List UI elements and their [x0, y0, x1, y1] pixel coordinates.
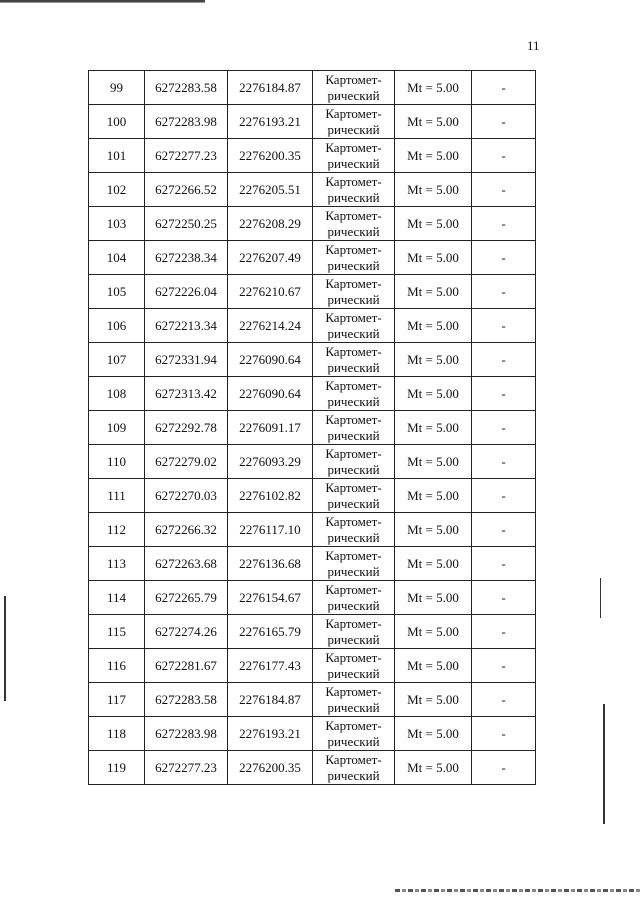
- x-coordinate-cell: 6272250.25: [145, 207, 228, 241]
- y-coordinate-cell: 2276208.29: [228, 207, 313, 241]
- accuracy-cell: Mt = 5.00: [395, 547, 472, 581]
- accuracy-cell: Mt = 5.00: [395, 105, 472, 139]
- note-cell: -: [472, 173, 536, 207]
- method-cell: [313, 105, 395, 139]
- note-cell: -: [472, 581, 536, 615]
- scan-artifact-top: [0, 0, 205, 5]
- table-row: [89, 411, 536, 445]
- method-line-2: рический: [327, 597, 380, 613]
- method-line-1: Картомет-: [325, 547, 382, 563]
- accuracy-cell: Mt = 5.00: [395, 513, 472, 547]
- accuracy-cell: Mt = 5.00: [395, 173, 472, 207]
- note-cell: -: [472, 377, 536, 411]
- table-row: [89, 479, 536, 513]
- note-cell: -: [472, 309, 536, 343]
- method-line-1: Картомет-: [325, 207, 382, 223]
- x-coordinate-cell: 6272283.98: [145, 717, 228, 751]
- point-number-cell: 112: [89, 513, 145, 547]
- method-line-1: Картомет-: [325, 377, 382, 393]
- y-coordinate-cell: 2276117.10: [228, 513, 313, 547]
- method-cell: [313, 377, 395, 411]
- method-line-2: рический: [327, 461, 380, 477]
- method-line-2: рический: [327, 495, 380, 511]
- y-coordinate-cell: 2276091.17: [228, 411, 313, 445]
- y-coordinate-cell: 2276200.35: [228, 751, 313, 785]
- method-line-2: рический: [327, 291, 380, 307]
- y-coordinate-cell: 2276214.24: [228, 309, 313, 343]
- note-cell: -: [472, 479, 536, 513]
- note-cell: -: [472, 513, 536, 547]
- accuracy-cell: Mt = 5.00: [395, 683, 472, 717]
- table-row: [89, 309, 536, 343]
- scan-artifact-bottom: [395, 889, 640, 892]
- scan-margin-mark-right-lower: [603, 704, 605, 824]
- method-line-1: Картомет-: [325, 513, 382, 529]
- y-coordinate-cell: 2276090.64: [228, 343, 313, 377]
- point-number-cell: 100: [89, 105, 145, 139]
- note-cell: -: [472, 751, 536, 785]
- x-coordinate-cell: 6272277.23: [145, 751, 228, 785]
- method-cell: [313, 547, 395, 581]
- table-row: [89, 207, 536, 241]
- accuracy-cell: Mt = 5.00: [395, 241, 472, 275]
- coordinates-table-body: [89, 71, 536, 785]
- note-cell: -: [472, 139, 536, 173]
- table-row: [89, 547, 536, 581]
- method-cell: [313, 411, 395, 445]
- table-row: [89, 649, 536, 683]
- method-line-1: Картомет-: [325, 649, 382, 665]
- table-row: [89, 139, 536, 173]
- x-coordinate-cell: 6272266.32: [145, 513, 228, 547]
- y-coordinate-cell: 2276184.87: [228, 71, 313, 105]
- y-coordinate-cell: 2276136.68: [228, 547, 313, 581]
- y-coordinate-cell: 2276102.82: [228, 479, 313, 513]
- method-cell: [313, 751, 395, 785]
- note-cell: -: [472, 445, 536, 479]
- y-coordinate-cell: 2276193.21: [228, 717, 313, 751]
- method-line-1: Картомет-: [325, 71, 382, 87]
- point-number-cell: 108: [89, 377, 145, 411]
- point-number-cell: 119: [89, 751, 145, 785]
- point-number-cell: 105: [89, 275, 145, 309]
- table-row: [89, 241, 536, 275]
- method-line-2: рический: [327, 393, 380, 409]
- note-cell: -: [472, 615, 536, 649]
- method-line-2: рический: [327, 733, 380, 749]
- x-coordinate-cell: 6272274.26: [145, 615, 228, 649]
- accuracy-cell: Mt = 5.00: [395, 717, 472, 751]
- accuracy-cell: Mt = 5.00: [395, 377, 472, 411]
- method-line-1: Картомет-: [325, 139, 382, 155]
- y-coordinate-cell: 2276184.87: [228, 683, 313, 717]
- point-number-cell: 99: [89, 71, 145, 105]
- accuracy-cell: Mt = 5.00: [395, 309, 472, 343]
- point-number-cell: 102: [89, 173, 145, 207]
- note-cell: -: [472, 411, 536, 445]
- method-line-2: рический: [327, 767, 380, 783]
- x-coordinate-cell: 6272270.03: [145, 479, 228, 513]
- point-number-cell: 116: [89, 649, 145, 683]
- accuracy-cell: Mt = 5.00: [395, 581, 472, 615]
- x-coordinate-cell: 6272266.52: [145, 173, 228, 207]
- method-line-1: Картомет-: [325, 717, 382, 733]
- accuracy-cell: Mt = 5.00: [395, 411, 472, 445]
- method-cell: [313, 581, 395, 615]
- accuracy-cell: Mt = 5.00: [395, 207, 472, 241]
- x-coordinate-cell: 6272313.42: [145, 377, 228, 411]
- accuracy-cell: Mt = 5.00: [395, 479, 472, 513]
- coordinates-table: [88, 70, 536, 785]
- y-coordinate-cell: 2276210.67: [228, 275, 313, 309]
- method-cell: [313, 173, 395, 207]
- x-coordinate-cell: 6272226.04: [145, 275, 228, 309]
- table-row: [89, 377, 536, 411]
- method-cell: [313, 479, 395, 513]
- y-coordinate-cell: 2276193.21: [228, 105, 313, 139]
- accuracy-cell: Mt = 5.00: [395, 445, 472, 479]
- x-coordinate-cell: 6272265.79: [145, 581, 228, 615]
- note-cell: -: [472, 717, 536, 751]
- point-number-cell: 118: [89, 717, 145, 751]
- accuracy-cell: Mt = 5.00: [395, 139, 472, 173]
- table-row: [89, 343, 536, 377]
- x-coordinate-cell: 6272238.34: [145, 241, 228, 275]
- method-cell: [313, 207, 395, 241]
- method-cell: [313, 71, 395, 105]
- method-line-1: Картомет-: [325, 683, 382, 699]
- method-cell: [313, 309, 395, 343]
- accuracy-cell: Mt = 5.00: [395, 275, 472, 309]
- page-number: 11: [527, 38, 540, 53]
- method-line-1: Картомет-: [325, 343, 382, 359]
- method-cell: [313, 615, 395, 649]
- point-number-cell: 117: [89, 683, 145, 717]
- method-line-2: рический: [327, 631, 380, 647]
- point-number-cell: 107: [89, 343, 145, 377]
- x-coordinate-cell: 6272283.58: [145, 683, 228, 717]
- accuracy-cell: Mt = 5.00: [395, 71, 472, 105]
- point-number-cell: 110: [89, 445, 145, 479]
- note-cell: -: [472, 275, 536, 309]
- table-row: [89, 71, 536, 105]
- note-cell: -: [472, 547, 536, 581]
- x-coordinate-cell: 6272283.98: [145, 105, 228, 139]
- method-line-1: Картомет-: [325, 241, 382, 257]
- method-line-2: рический: [327, 563, 380, 579]
- method-line-1: Картомет-: [325, 173, 382, 189]
- accuracy-cell: Mt = 5.00: [395, 615, 472, 649]
- note-cell: -: [472, 241, 536, 275]
- y-coordinate-cell: 2276207.49: [228, 241, 313, 275]
- table-row: [89, 445, 536, 479]
- method-line-1: Картомет-: [325, 309, 382, 325]
- method-line-1: Картомет-: [325, 105, 382, 121]
- x-coordinate-cell: 6272213.34: [145, 309, 228, 343]
- table-row: [89, 275, 536, 309]
- x-coordinate-cell: 6272279.02: [145, 445, 228, 479]
- method-line-2: рический: [327, 699, 380, 715]
- note-cell: -: [472, 343, 536, 377]
- method-cell: [313, 241, 395, 275]
- point-number-cell: 103: [89, 207, 145, 241]
- accuracy-cell: Mt = 5.00: [395, 751, 472, 785]
- y-coordinate-cell: 2276200.35: [228, 139, 313, 173]
- point-number-cell: 106: [89, 309, 145, 343]
- point-number-cell: 104: [89, 241, 145, 275]
- point-number-cell: 113: [89, 547, 145, 581]
- method-cell: [313, 445, 395, 479]
- method-line-1: Картомет-: [325, 275, 382, 291]
- x-coordinate-cell: 6272281.67: [145, 649, 228, 683]
- x-coordinate-cell: 6272331.94: [145, 343, 228, 377]
- method-line-2: рический: [327, 257, 380, 273]
- method-line-2: рический: [327, 223, 380, 239]
- method-cell: [313, 717, 395, 751]
- point-number-cell: 111: [89, 479, 145, 513]
- accuracy-cell: Mt = 5.00: [395, 649, 472, 683]
- method-line-2: рический: [327, 427, 380, 443]
- method-cell: [313, 139, 395, 173]
- method-cell: [313, 683, 395, 717]
- point-number-cell: 109: [89, 411, 145, 445]
- note-cell: -: [472, 207, 536, 241]
- y-coordinate-cell: 2276093.29: [228, 445, 313, 479]
- method-line-2: рический: [327, 121, 380, 137]
- table-row: [89, 581, 536, 615]
- note-cell: -: [472, 683, 536, 717]
- table-row: [89, 513, 536, 547]
- accuracy-cell: Mt = 5.00: [395, 343, 472, 377]
- scan-margin-mark-right: [600, 578, 601, 618]
- method-line-2: рический: [327, 155, 380, 171]
- method-line-1: Картомет-: [325, 751, 382, 767]
- point-number-cell: 101: [89, 139, 145, 173]
- method-cell: [313, 513, 395, 547]
- point-number-cell: 115: [89, 615, 145, 649]
- method-cell: [313, 343, 395, 377]
- method-cell: [313, 649, 395, 683]
- table-row: [89, 615, 536, 649]
- table-row: [89, 751, 536, 785]
- method-cell: [313, 275, 395, 309]
- method-line-1: Картомет-: [325, 445, 382, 461]
- y-coordinate-cell: 2276090.64: [228, 377, 313, 411]
- table-row: [89, 717, 536, 751]
- x-coordinate-cell: 6272263.68: [145, 547, 228, 581]
- x-coordinate-cell: 6272292.78: [145, 411, 228, 445]
- method-line-2: рический: [327, 189, 380, 205]
- method-line-2: рический: [327, 325, 380, 341]
- method-line-2: рический: [327, 529, 380, 545]
- method-line-1: Картомет-: [325, 581, 382, 597]
- y-coordinate-cell: 2276165.79: [228, 615, 313, 649]
- y-coordinate-cell: 2276177.43: [228, 649, 313, 683]
- table-row: [89, 173, 536, 207]
- method-line-2: рический: [327, 665, 380, 681]
- note-cell: -: [472, 105, 536, 139]
- y-coordinate-cell: 2276154.67: [228, 581, 313, 615]
- table-row: [89, 105, 536, 139]
- note-cell: -: [472, 71, 536, 105]
- method-line-2: рический: [327, 359, 380, 375]
- y-coordinate-cell: 2276205.51: [228, 173, 313, 207]
- x-coordinate-cell: 6272277.23: [145, 139, 228, 173]
- method-line-1: Картомет-: [325, 615, 382, 631]
- method-line-1: Картомет-: [325, 479, 382, 495]
- table-row: [89, 683, 536, 717]
- scan-margin-mark-left: [4, 596, 6, 701]
- method-line-2: рический: [327, 87, 380, 103]
- point-number-cell: 114: [89, 581, 145, 615]
- x-coordinate-cell: 6272283.58: [145, 71, 228, 105]
- method-line-1: Картомет-: [325, 411, 382, 427]
- note-cell: -: [472, 649, 536, 683]
